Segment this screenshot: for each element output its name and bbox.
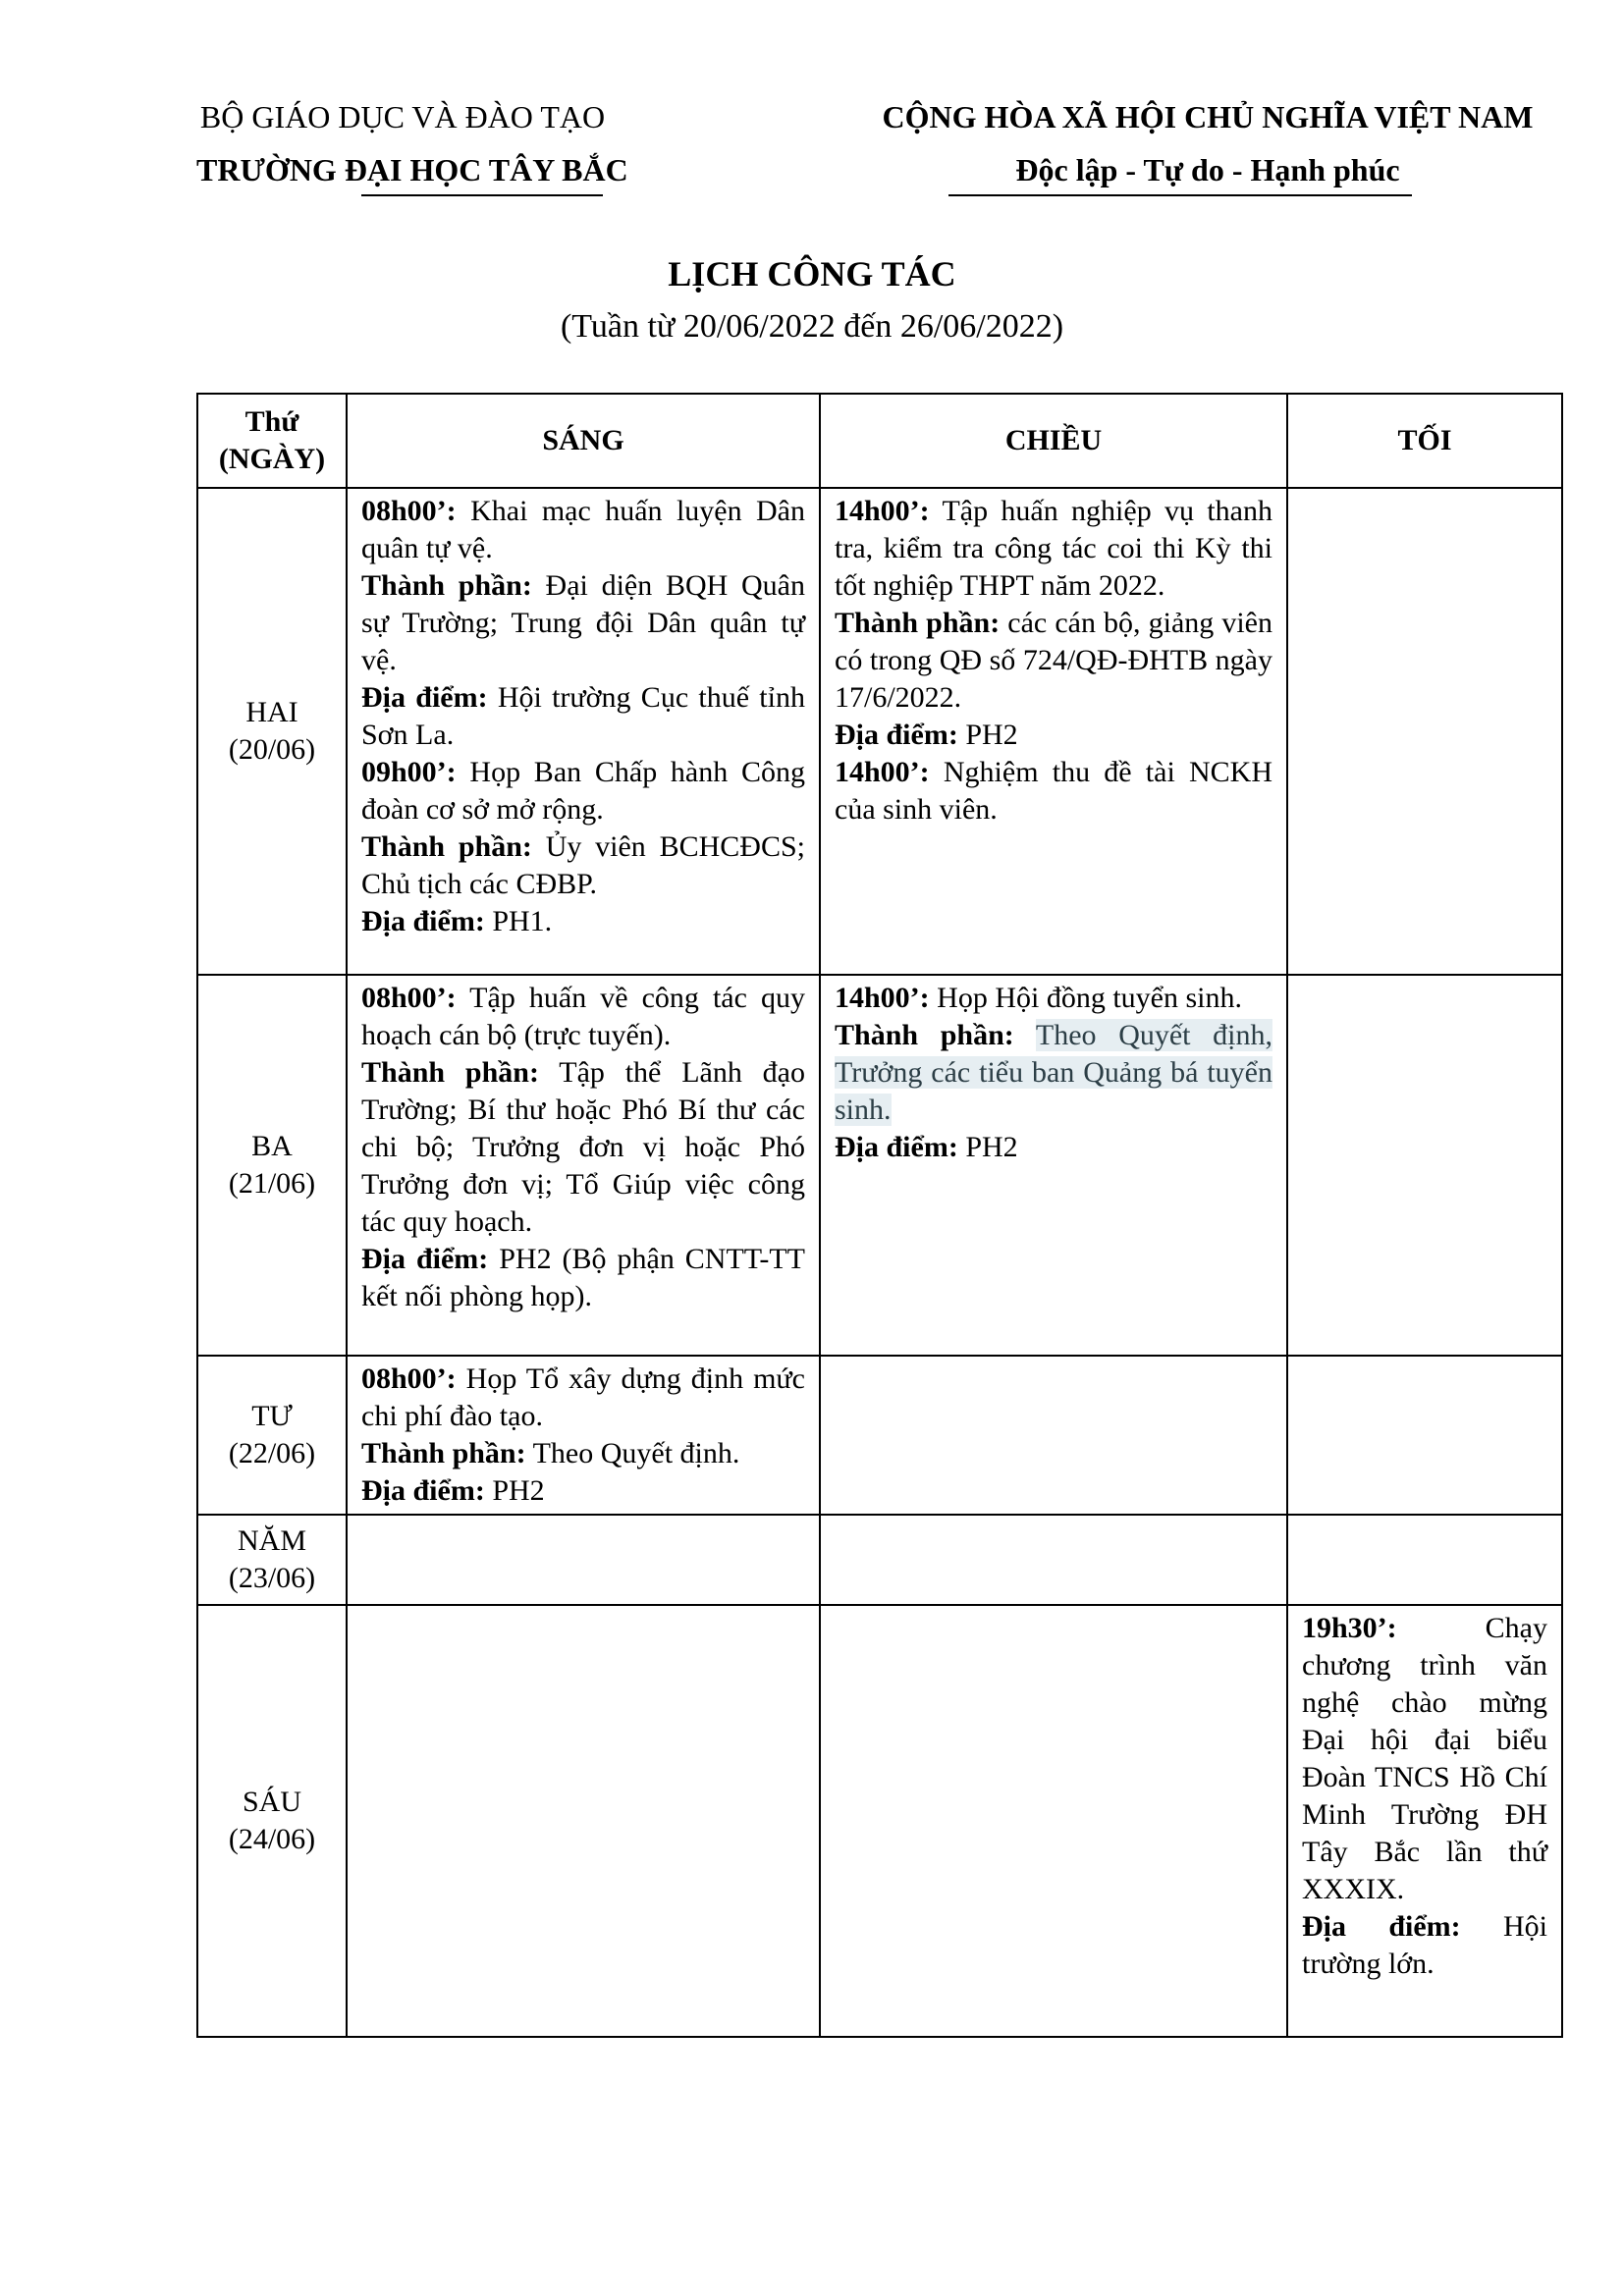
morning-cell <box>347 1515 820 1605</box>
day-date: (23/06) <box>228 1562 316 1594</box>
entry-label: 08h00’: <box>361 1362 457 1395</box>
day-cell <box>197 975 347 1356</box>
national-header <box>825 90 1591 196</box>
afternoon-cell <box>820 1605 1287 2037</box>
header-day <box>197 394 347 488</box>
schedule-entry <box>361 828 805 903</box>
right-header-underline <box>948 194 1412 196</box>
schedule-entry <box>1302 1610 1547 1908</box>
entry-text: PH2 (Bộ phận CNTT-TT kết nối phòng họp). <box>361 1243 805 1312</box>
schedule-entry <box>361 980 805 1054</box>
schedule-entry <box>361 679 805 754</box>
afternoon-cell <box>820 1356 1287 1515</box>
national-motto: Độc lập - Tự do - Hạnh phúc <box>1015 152 1400 187</box>
day-date: (21/06) <box>228 1167 316 1200</box>
country-name: CỘNG HÒA XÃ HỘI CHỦ NGHĨA VIỆT NAM <box>882 99 1534 134</box>
schedule-header-row <box>197 394 1562 488</box>
entry-text: Nghiệm thu đề tài NCKH của sinh viên. <box>835 756 1272 826</box>
day-date: (24/06) <box>228 1823 316 1855</box>
entry-label: 14h00’: <box>835 756 930 788</box>
entry-text: PH2 <box>957 1131 1018 1163</box>
entry-label: 09h00’: <box>361 756 457 788</box>
schedule-entry <box>1302 1908 1547 1983</box>
schedule-table <box>196 393 1563 2038</box>
entry-text: Đại diện BQH Quân sự Trường; Trung đội Dân quân tự vệ. <box>361 569 805 676</box>
schedule-entry <box>361 1435 805 1472</box>
entry-label: 19h30’: <box>1302 1612 1397 1644</box>
entry-label: Thành phần: <box>361 1437 526 1469</box>
schedule-entry <box>361 1054 805 1241</box>
entry-text: Hội trường lớn. <box>1302 1910 1547 1980</box>
schedule-entry <box>361 1361 805 1435</box>
morning-cell <box>347 1605 820 2037</box>
schedule-row <box>197 1515 1562 1605</box>
entry-text: PH2 <box>484 1474 545 1507</box>
schedule-entry <box>835 493 1272 605</box>
header-day-line2: (NGÀY) <box>218 443 326 475</box>
document-subtitle: (Tuần từ 20/06/2022 đến 26/06/2022) <box>560 308 1064 345</box>
entry-text: PH1. <box>484 905 553 937</box>
evening-cell <box>1287 488 1562 975</box>
schedule-entry <box>361 1472 805 1510</box>
entry-text: Họp Ban Chấp hành Công đoàn cơ sở mở rộng. <box>361 756 805 826</box>
schedule-entry <box>835 754 1272 828</box>
university-name: TRƯỜNG ĐẠI HỌC TÂY BẮC <box>196 152 628 187</box>
schedule-entry <box>835 605 1272 717</box>
entry-text: Tập huấn nghiệp vụ thanh tra, kiểm tra công tác coi thi Kỳ thi tốt nghiệp THPT năm 2022. <box>835 495 1272 602</box>
evening-cell <box>1287 1515 1562 1605</box>
entry-label: Địa điểm: <box>835 719 958 751</box>
header-afternoon: CHIỀU <box>820 394 1287 488</box>
morning-cell <box>347 1356 820 1515</box>
afternoon-cell <box>820 975 1287 1356</box>
entry-label: Thành phần: <box>361 830 532 863</box>
schedule-entry <box>835 1017 1272 1129</box>
entry-label: Địa điểm: <box>361 1474 485 1507</box>
morning-cell <box>347 488 820 975</box>
entry-text: Tập huấn về công tác quy hoạch cán bộ (trực tuyến). <box>361 982 805 1051</box>
header-day-line1: Thứ <box>244 405 299 438</box>
schedule-row <box>197 488 1562 975</box>
entry-label: Địa điểm: <box>361 681 488 714</box>
schedule-entry <box>835 980 1272 1017</box>
schedule-entry <box>835 1129 1272 1166</box>
highlighted-text: Theo Quyết định, Trưởng các tiểu ban Quảng bá tuyển sinh. <box>835 1019 1272 1126</box>
day-cell <box>197 488 347 975</box>
day-date: (22/06) <box>228 1437 316 1469</box>
entry-label: Địa điểm: <box>361 1243 489 1275</box>
ministry-name: BỘ GIÁO DỤC VÀ ĐÀO TẠO <box>199 99 606 134</box>
entry-text: Khai mạc huấn luyện Dân quân tự vệ. <box>361 495 805 564</box>
entry-text: Hội trường Cục thuế tỉnh Sơn La. <box>361 681 805 751</box>
entry-text: PH2 <box>957 719 1018 751</box>
entry-label: Thành phần: <box>835 1019 1014 1051</box>
entry-label: 08h00’: <box>361 982 457 1014</box>
entry-label: Địa điểm: <box>361 905 485 937</box>
left-header-underline <box>361 194 603 196</box>
schedule-entry <box>361 493 805 567</box>
evening-cell <box>1287 975 1562 1356</box>
entry-label: Thành phần: <box>835 607 1001 639</box>
day-name: NĂM <box>237 1524 306 1557</box>
header-evening: TỐI <box>1287 394 1562 488</box>
day-name: TƯ <box>251 1400 293 1432</box>
schedule-row <box>197 1605 1562 2037</box>
entry-label: 14h00’: <box>835 495 930 527</box>
entry-text: các cán bộ, giảng viên có trong QĐ số 724/QĐ-ĐHTB ngày 17/6/2022. <box>835 607 1272 714</box>
entry-label: Thành phần: <box>361 1056 539 1089</box>
entry-label: Địa điểm: <box>835 1131 958 1163</box>
day-name: HAI <box>245 696 298 728</box>
day-date: (20/06) <box>228 733 316 766</box>
schedule-entry <box>361 754 805 828</box>
schedule-entry <box>361 903 805 940</box>
schedule-row <box>197 1356 1562 1515</box>
day-cell <box>197 1605 347 2037</box>
entry-text: Họp Hội đồng tuyển sinh. <box>929 982 1242 1014</box>
entry-text: Theo Quyết định. <box>525 1437 740 1469</box>
entry-text: Chạy chương trình văn nghệ chào mừng Đại hội đại biểu Đoàn TNCS Hồ Chí Minh Trường ĐH Tây Bắc lần thứ XXXIX. <box>1302 1612 1547 1905</box>
entry-label: 14h00’: <box>835 982 930 1014</box>
entry-text <box>1014 1019 1036 1051</box>
evening-cell <box>1287 1356 1562 1515</box>
schedule-entry <box>835 717 1272 754</box>
schedule-row <box>197 975 1562 1356</box>
day-cell <box>197 1356 347 1515</box>
schedule-entry <box>361 567 805 679</box>
day-name: BA <box>251 1130 293 1162</box>
entry-label: Thành phần: <box>361 569 532 602</box>
entry-text: Ủy viên BCHCĐCS; Chủ tịch các CĐBP. <box>361 830 805 900</box>
ministry-header <box>196 90 628 196</box>
entry-label: Địa điểm: <box>1302 1910 1461 1943</box>
day-cell <box>197 1515 347 1605</box>
header-morning: SÁNG <box>347 394 820 488</box>
morning-cell <box>347 975 820 1356</box>
day-name: SÁU <box>242 1786 301 1818</box>
entry-text: Họp Tổ xây dựng định mức chi phí đào tạo. <box>361 1362 805 1432</box>
schedule-entry <box>361 1241 805 1315</box>
afternoon-cell <box>820 1515 1287 1605</box>
entry-text: Tập thể Lãnh đạo Trường; Bí thư hoặc Phó Bí thư các chi bộ; Trưởng đơn vị hoặc Phó Trưởng đơn vị; Tổ Giúp việc công tác quy hoạch. <box>361 1056 805 1238</box>
evening-cell <box>1287 1605 1562 2037</box>
afternoon-cell <box>820 488 1287 975</box>
entry-label: 08h00’: <box>361 495 457 527</box>
document-title: LỊCH CÔNG TÁC <box>668 254 956 294</box>
